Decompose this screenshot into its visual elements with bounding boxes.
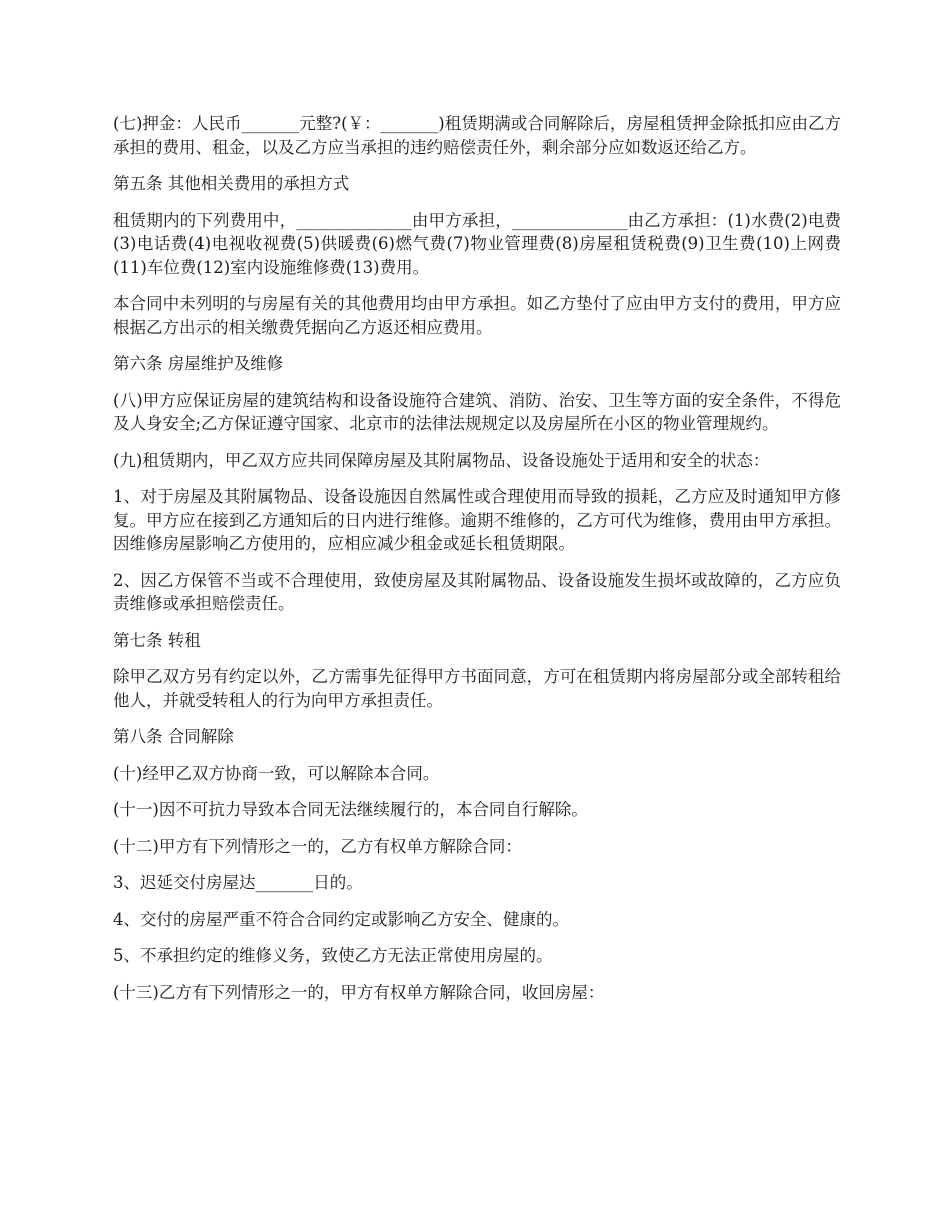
paragraph-item-4: 4、交付的房屋严重不符合合同约定或影响乙方安全、健康的。 (113, 909, 569, 929)
paragraph-termination-10: (十)经甲乙双方协商一致，可以解除本合同。 (113, 763, 440, 783)
paragraph-termination-11: (十一)因不可抗力导致本合同无法继续履行的，本合同自行解除。 (113, 800, 588, 819)
paragraph-other-fees: 本合同中未列明的与房屋有关的其他费用均由甲方承担。如乙方垫付了应由甲方支付的费用，甲方应根据乙方出示的相关缴费凭据向乙方返还相应费用。 (113, 294, 841, 337)
paragraph-termination-12: (十二)甲方有下列情形之一的，乙方有权单方解除合同： (113, 836, 522, 856)
paragraph-deposit: (七)押金：人民币_______元整?(￥：_______)租赁期满或合同解除后，房屋租赁押金除抵扣应由乙方承担的费用、租金，以及乙方应当承担的违约赔偿责任外，剩余部分应如数返还给乙方。 (113, 114, 841, 157)
paragraph-maintenance: (九)租赁期内，甲乙双方应共同保障房屋及其附属物品、设备设施处于适用和安全的状态： (113, 450, 770, 470)
paragraph-item-3: 3、迟延交付房屋达_______日的。 (113, 873, 363, 892)
paragraph-termination-13: (十三)乙方有下列情形之一的，甲方有权单方解除合同，收回房屋： (113, 982, 605, 1002)
heading-article-8: 第八条 合同解除 (113, 727, 234, 746)
heading-article-7: 第七条 转租 (113, 630, 201, 650)
paragraph-fees-list: 租赁期内的下列费用中，______________由甲方承担，______________由乙方承担：(1)水费(2)电费(3)电话费(4)电视收视费(5)供暖费(6)燃气费(7)物业管理费(8)房屋租赁税费(9)卫生费(10)上网费(11)车位费(12)室内设施维修费(13)费用。 (113, 210, 841, 277)
paragraph-repair-2: 2、因乙方保管不当或不合理使用，致使房屋及其附属物品、设备设施发生损坏或故障的，乙方应负责维修或承担赔偿责任。 (113, 570, 841, 613)
paragraph-safety: (八)甲方应保证房屋的建筑结构和设备设施符合建筑、消防、治安、卫生等方面的安全条件，不得危及人身安全;乙方保证遵守国家、北京市的法律法规规定以及房屋所在小区的物业管理规约。 (113, 390, 841, 433)
paragraph-item-5: 5、不承担约定的维修义务，致使乙方无法正常使用房屋的。 (113, 946, 553, 965)
heading-article-6: 第六条 房屋维护及维修 (113, 354, 284, 373)
document-body (113, 112, 841, 1017)
heading-article-5: 第五条 其他相关费用的承担方式 (113, 174, 350, 193)
paragraph-sublease: 除甲乙双方另有约定以外，乙方需事先征得甲方书面同意，方可在租赁期内将房屋部分或全部转租给他人，并就受转租人的行为向甲方承担责任。 (113, 667, 841, 710)
paragraph-repair-1: 1、对于房屋及其附属物品、设备设施因自然属性或合理使用而导致的损耗，乙方应及时通知甲方修复。甲方应在接到乙方通知后的日内进行维修。逾期不维修的，乙方可代为维修，费用由甲方承担。因维修房屋影响乙方使用的，应相应减少租金或延长租赁期限。 (113, 487, 841, 553)
